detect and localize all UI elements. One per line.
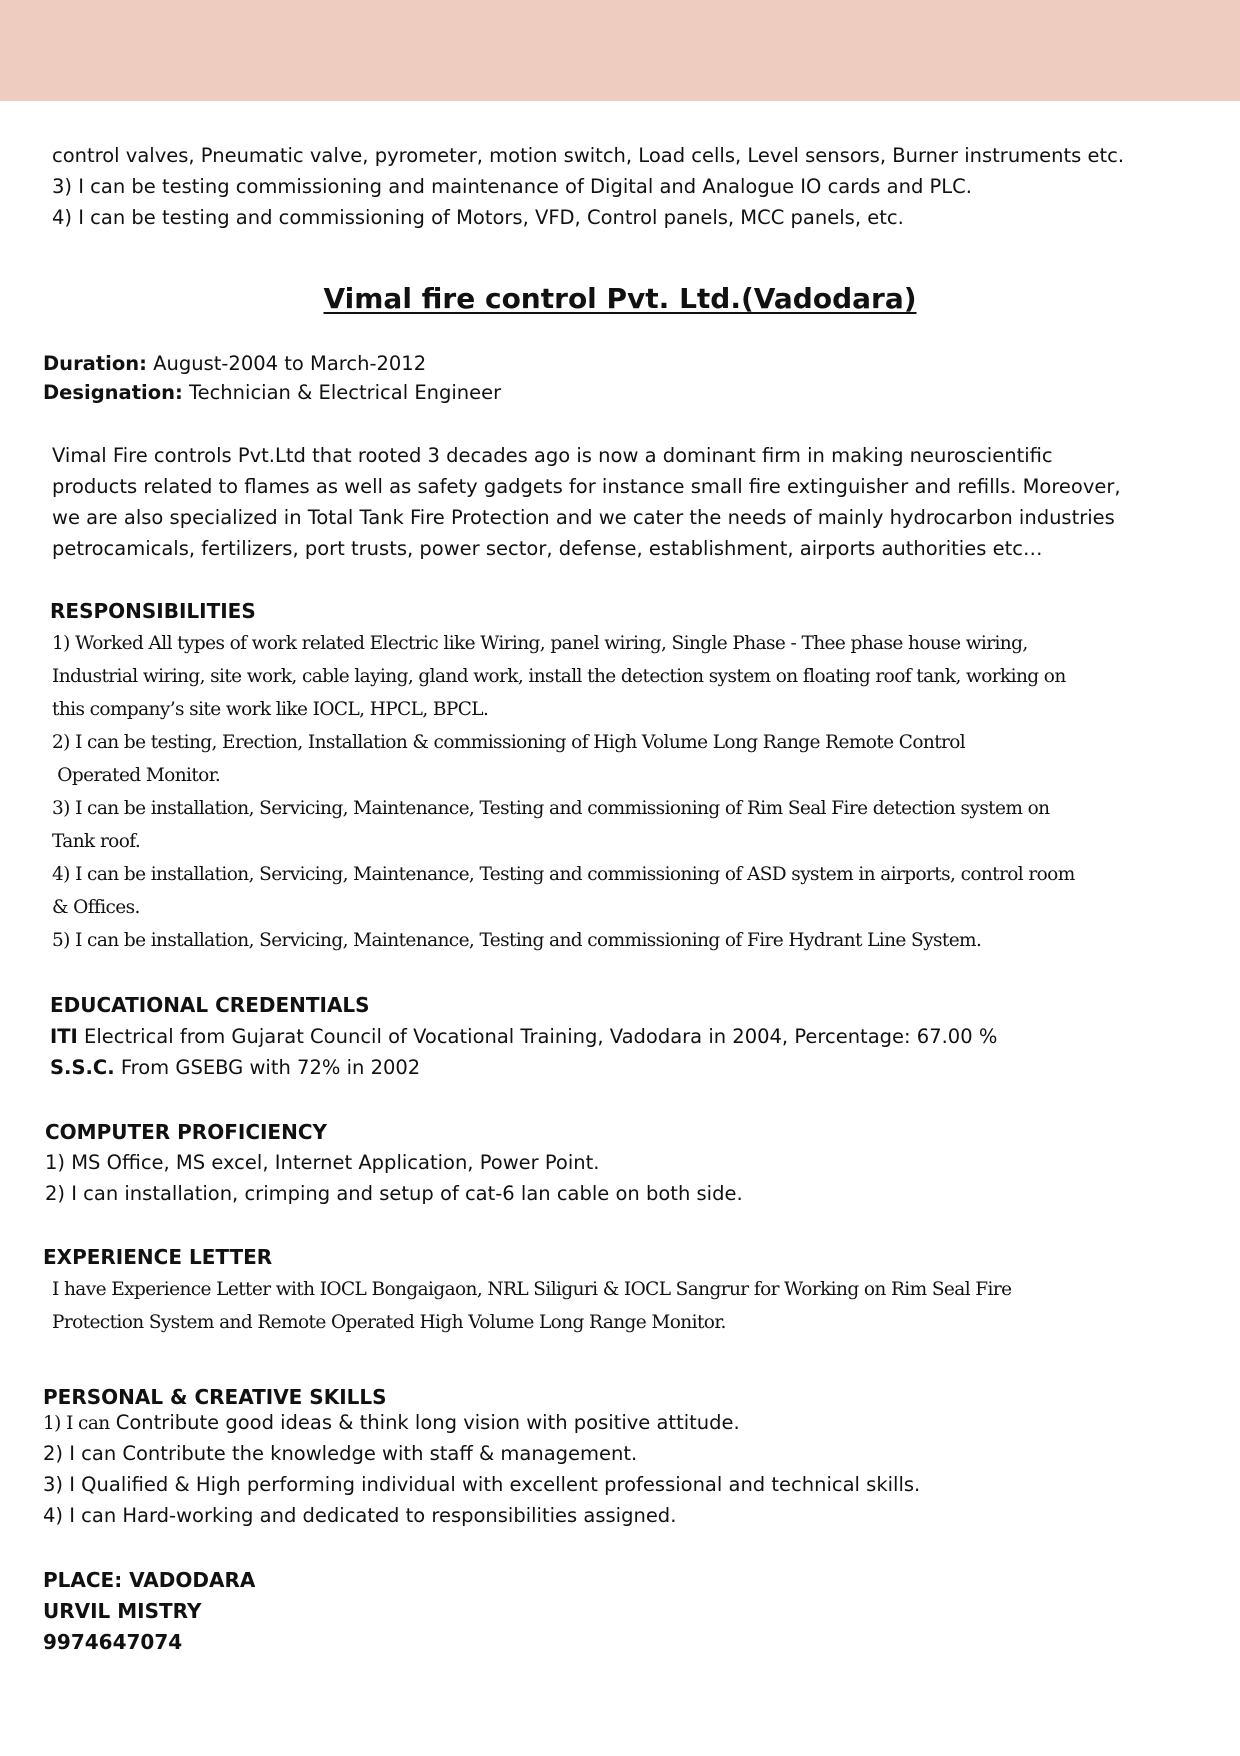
personal-skill-line: 2) I can Contribute the knowledge with staff & management. [43, 1442, 638, 1465]
responsibilities-heading: RESPONSIBILITIES [50, 599, 256, 623]
company-description-line: we are also specialized in Total Tank Fire Protection and we cater the needs of mainly hydrocarbon industries [52, 506, 1115, 529]
header-band [0, 0, 1240, 101]
company-description-line: products related to flames as well as safety gadgets for instance small fire extinguisher and refills. Moreover, [52, 475, 1121, 498]
personal-skill-text: Contribute good ideas & think long vision with positive attitude. [109, 1411, 740, 1434]
responsibility-line: this company’s site work like IOCL, HPCL, BPCL. [52, 699, 489, 720]
responsibility-line: 4) I can be installation, Servicing, Maintenance, Testing and commissioning of ASD system in airports, control room [52, 864, 1075, 885]
responsibility-line: Operated Monitor. [52, 765, 221, 786]
phone-number: 9974647074 [43, 1630, 183, 1654]
personal-skill-line [43, 1411, 740, 1436]
designation-label: Designation: [43, 381, 183, 404]
experience-letter-heading: EXPERIENCE LETTER [43, 1245, 273, 1269]
education-ssc-text: From GSEBG with 72% in 2002 [114, 1056, 421, 1079]
company-description-line: petrocamicals, fertilizers, port trusts, power sector, defense, establishment, airports authorities etc… [52, 537, 1043, 560]
responsibility-line: 1) Worked All types of work related Electric like Wiring, panel wiring, Single Phase - Thee phase house wiring, [52, 633, 1028, 654]
continuation-line: 4) I can be testing and commissioning of Motors, VFD, Control panels, MCC panels, etc. [52, 206, 904, 229]
experience-letter-line: I have Experience Letter with IOCL Bongaigaon, NRL Siliguri & IOCL Sangrur for Working on Rim Seal Fire [52, 1279, 1012, 1300]
continuation-line: 3) I can be testing commissioning and maintenance of Digital and Analogue IO cards and PLC. [52, 175, 972, 198]
responsibility-line: 3) I can be installation, Servicing, Maintenance, Testing and commissioning of Rim Seal Fire detection system on [52, 798, 1050, 819]
responsibility-line: & Offices. [52, 897, 140, 918]
education-ssc-label: S.S.C. [50, 1056, 115, 1079]
personal-skills-heading: PERSONAL & CREATIVE SKILLS [43, 1385, 387, 1409]
education-iti-label: ITI [50, 1025, 78, 1048]
duration-label: Duration: [43, 352, 147, 375]
duration-line [43, 352, 426, 376]
designation-value: Technician & Electrical Engineer [182, 381, 502, 404]
place-line: PLACE: VADODARA [43, 1568, 256, 1592]
responsibility-line: 2) I can be testing, Erection, Installation & commissioning of High Volume Long Range Remote Control [52, 732, 966, 753]
continuation-line: control valves, Pneumatic valve, pyrometer, motion switch, Load cells, Level sensors, Burner instruments etc. [52, 144, 1125, 167]
personal-skill-prefix: 1) I can [43, 1413, 110, 1434]
computer-line: 1) MS Office, MS excel, Internet Application, Power Point. [45, 1151, 600, 1174]
company-title: Vimal fire control Pvt. Ltd.(Vadodara) [323, 282, 917, 315]
responsibility-line: Industrial wiring, site work, cable laying, gland work, install the detection system on floating roof tank, working on [52, 666, 1066, 687]
education-iti-text: Electrical from Gujarat Council of Vocational Training, Vadodara in 2004, Percentage: 67.00 % [77, 1025, 998, 1048]
personal-skill-line: 3) I Qualified & High performing individual with excellent professional and technical skills. [43, 1473, 921, 1496]
signature-name: URVIL MISTRY [43, 1599, 202, 1623]
education-iti-line [50, 1025, 997, 1049]
duration-value: August-2004 to March-2012 [146, 352, 427, 375]
education-ssc-line [50, 1056, 420, 1080]
company-description-line: Vimal Fire controls Pvt.Ltd that rooted 3 decades ago is now a dominant firm in making neuroscientific [52, 444, 1053, 467]
responsibility-line: Tank roof. [52, 831, 141, 852]
experience-letter-line: Protection System and Remote Operated High Volume Long Range Monitor. [52, 1312, 726, 1333]
designation-line [43, 381, 501, 405]
personal-skill-line: 4) I can Hard-working and dedicated to responsibilities assigned. [43, 1504, 677, 1527]
education-heading: EDUCATIONAL CREDENTIALS [50, 993, 370, 1017]
computer-heading: COMPUTER PROFICIENCY [45, 1120, 327, 1144]
responsibility-line: 5) I can be installation, Servicing, Maintenance, Testing and commissioning of Fire Hydrant Line System. [52, 930, 982, 951]
computer-line: 2) I can installation, crimping and setup of cat-6 lan cable on both side. [45, 1182, 743, 1205]
